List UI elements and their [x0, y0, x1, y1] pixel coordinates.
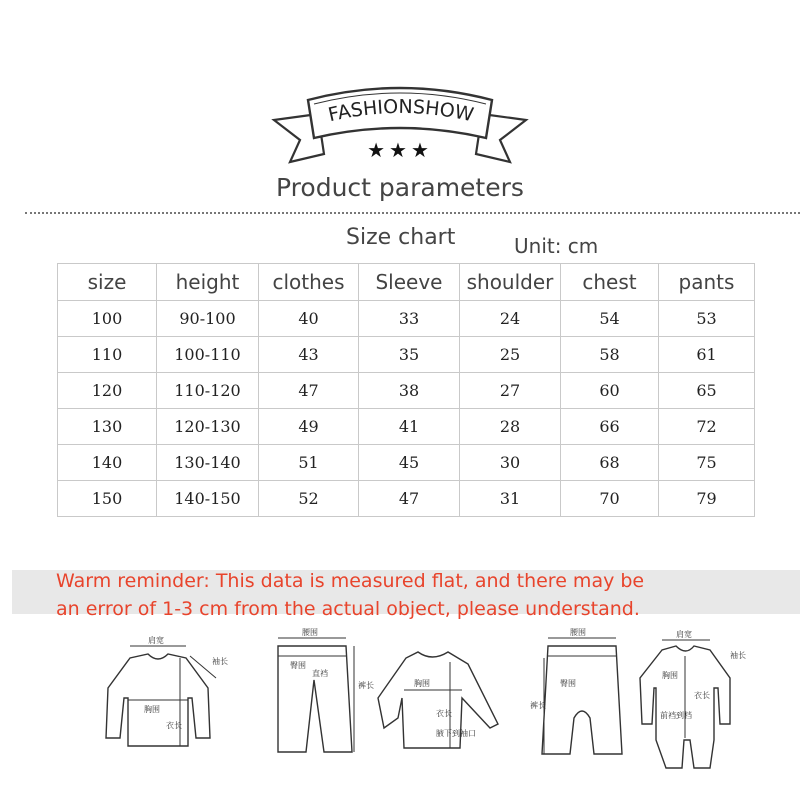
- cell: 72: [659, 409, 755, 445]
- cell: 140: [58, 445, 157, 481]
- cell: 110: [58, 337, 157, 373]
- romper-length-label: 衣长: [694, 691, 710, 700]
- top-hem-label: 腋下到袖口: [436, 729, 476, 738]
- header-shoulder: shoulder: [460, 264, 561, 301]
- dotted-divider: [25, 212, 800, 214]
- cell: 70: [561, 481, 659, 517]
- cell: 90-100: [157, 301, 259, 337]
- size-table: [57, 263, 755, 517]
- baby-pants-diagram-icon: [530, 628, 622, 754]
- romper-chest-label: 胸围: [662, 671, 678, 680]
- cell: 100-110: [157, 337, 259, 373]
- cell: 100: [58, 301, 157, 337]
- romper-diagram-icon: [640, 629, 746, 768]
- shirt-chest-label: 胸围: [144, 705, 160, 714]
- cell: 40: [259, 301, 359, 337]
- cell: 35: [359, 337, 460, 373]
- pants-rise-label: 直裆: [312, 669, 328, 678]
- cell: 120-130: [157, 409, 259, 445]
- pants-diagram-icon: [278, 628, 374, 752]
- shirt-diagram-icon: [106, 635, 228, 746]
- table-header-row: [58, 264, 755, 301]
- cell: 61: [659, 337, 755, 373]
- cell: 79: [659, 481, 755, 517]
- cell: 45: [359, 445, 460, 481]
- cell: 28: [460, 409, 561, 445]
- cell: 140-150: [157, 481, 259, 517]
- top-diagram-icon: [378, 652, 498, 748]
- cell: 52: [259, 481, 359, 517]
- page-subtitle: Product parameters: [276, 173, 524, 202]
- header-sleeve: Sleeve: [359, 264, 460, 301]
- cell: 33: [359, 301, 460, 337]
- cell: 47: [359, 481, 460, 517]
- romper-sleeve-label: 袖长: [730, 651, 746, 660]
- cell: 41: [359, 409, 460, 445]
- size-chart-title: Size chart: [346, 225, 456, 250]
- pants2-length-label: 裤长: [530, 701, 546, 710]
- table-row: [58, 337, 755, 373]
- cell: 53: [659, 301, 755, 337]
- unit-label: Unit: cm: [514, 234, 599, 258]
- cell: 58: [561, 337, 659, 373]
- shirt-length-label: 衣长: [166, 721, 182, 730]
- measurement-diagrams: [100, 628, 746, 778]
- cell: 49: [259, 409, 359, 445]
- header-clothes: clothes: [259, 264, 359, 301]
- cell: 130-140: [157, 445, 259, 481]
- shirt-shoulder-label: 肩宽: [148, 636, 164, 645]
- cell: 60: [561, 373, 659, 409]
- cell: 68: [561, 445, 659, 481]
- reminder-line-1: Warm reminder: This data is measured flat, and there may be: [56, 570, 645, 592]
- cell: 31: [460, 481, 561, 517]
- cell: 24: [460, 301, 561, 337]
- pants2-waist-label: 腰围: [570, 628, 586, 637]
- cell: 110-120: [157, 373, 259, 409]
- rating-stars-icon: ★★★: [367, 138, 433, 162]
- pants2-hip-label: 臀围: [560, 679, 576, 688]
- table-row: [58, 445, 755, 481]
- pants-hip-label: 臀围: [290, 661, 306, 670]
- top-chest-label: 胸围: [414, 679, 430, 688]
- cell: 130: [58, 409, 157, 445]
- shirt-sleeve-label: 袖长: [212, 657, 228, 666]
- table-row: [58, 373, 755, 409]
- cell: 38: [359, 373, 460, 409]
- cell: 120: [58, 373, 157, 409]
- cell: 47: [259, 373, 359, 409]
- table-row: [58, 301, 755, 337]
- cell: 30: [460, 445, 561, 481]
- cell: 65: [659, 373, 755, 409]
- header-size: size: [58, 264, 157, 301]
- cell: 75: [659, 445, 755, 481]
- top-length-label: 衣长: [436, 709, 452, 718]
- cell: 43: [259, 337, 359, 373]
- warm-reminder: [56, 567, 796, 623]
- cell: 27: [460, 373, 561, 409]
- pants-waist-label: 腰围: [302, 628, 318, 637]
- romper-shoulder-label: 肩宽: [676, 630, 692, 639]
- cell: 66: [561, 409, 659, 445]
- cell: 25: [460, 337, 561, 373]
- ribbon-text: FASHIONSHOW: [326, 95, 476, 127]
- header-chest: chest: [561, 264, 659, 301]
- pants-length-label: 裤长: [358, 681, 374, 690]
- table-row: [58, 481, 755, 517]
- cell: 150: [58, 481, 157, 517]
- header-pants: pants: [659, 264, 755, 301]
- table-row: [58, 409, 755, 445]
- romper-crotch-label: 前裆到档: [660, 711, 692, 720]
- header-height: height: [157, 264, 259, 301]
- cell: 51: [259, 445, 359, 481]
- cell: 54: [561, 301, 659, 337]
- reminder-line-2: an error of 1-3 cm from the actual object, please understand.: [56, 598, 640, 620]
